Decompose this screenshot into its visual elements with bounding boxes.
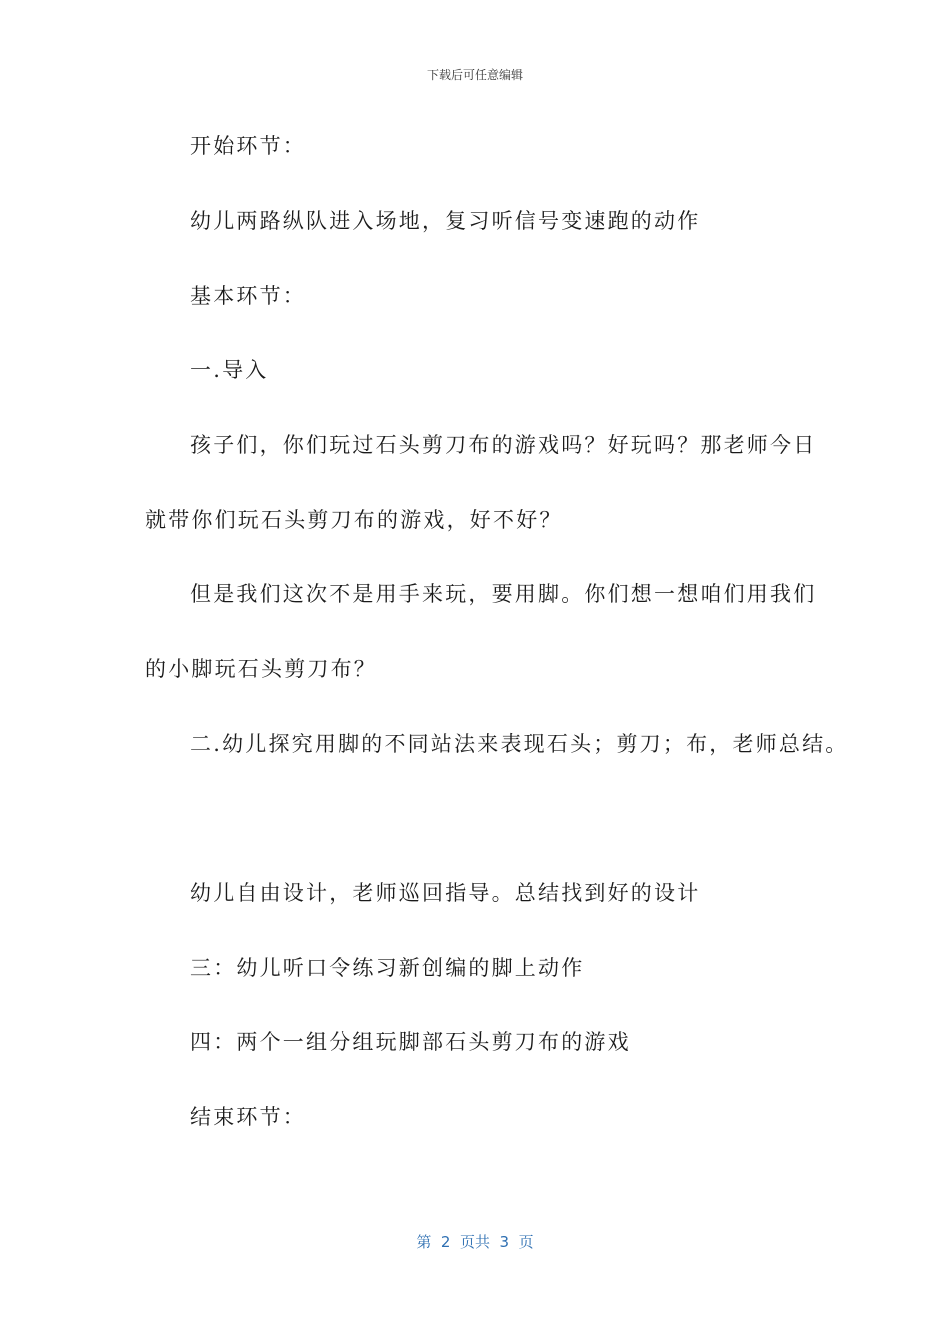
section-heading-basic: 基本环节： — [190, 284, 306, 308]
page-number-footer: 第 2 页共 3 页 — [416, 1233, 534, 1251]
paragraph-line: 四：两个一组分组玩脚部石头剪刀布的游戏 — [190, 1030, 631, 1054]
paragraph-line: 三：幼儿听口令练习新创编的脚上动作 — [190, 956, 585, 980]
paragraph-line: 但是我们这次不是用手来玩，要用脚。你们想一想咱们用我们 — [190, 582, 817, 606]
section-heading-start: 开始环节： — [190, 134, 306, 158]
paragraph-line: 孩子们，你们玩过石头剪刀布的游戏吗？好玩吗？那老师今日 — [190, 433, 817, 457]
paragraph-line: 就带你们玩石头剪刀布的游戏，好不好？ — [145, 508, 563, 532]
paragraph-line: 幼儿自由设计，老师巡回指导。总结找到好的设计 — [190, 881, 701, 905]
page-header-note: 下载后可任意编辑 — [426, 68, 523, 82]
paragraph-line: 幼儿两路纵队进入场地，复习听信号变速跑的动作 — [190, 209, 701, 233]
section-heading-end: 结束环节： — [190, 1105, 306, 1129]
paragraph-line: 二.幼儿探究用脚的不同站法来表现石头；剪刀；布，老师总结。 — [190, 732, 849, 756]
subheading-intro: 一.导入 — [190, 358, 269, 382]
paragraph-line: 的小脚玩石头剪刀布？ — [145, 657, 377, 681]
